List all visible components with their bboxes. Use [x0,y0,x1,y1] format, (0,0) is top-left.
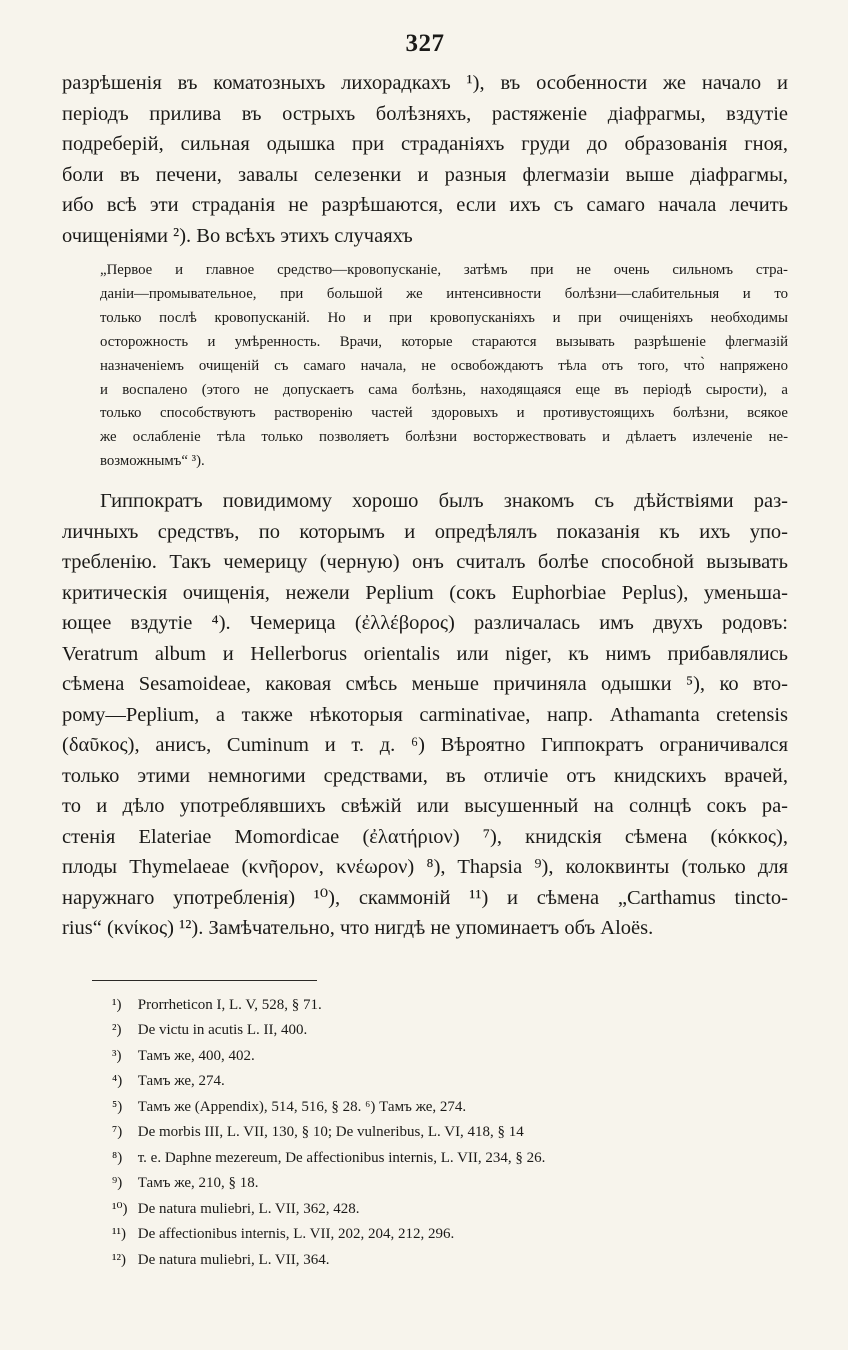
quote-line: назначеніемъ очищеній съ самаго начала, не освобождаютъ тѣла отъ того, что̀ напряжено [100,357,788,374]
quote-line: и воспалено (этого не допускаетъ сама болѣзнь, находящаяся еще въ періодѣ сырости), а [100,381,788,398]
text-line: боли въ печени, завалы селезенки и разныя флегмазіи выше діафрагмы, [62,163,788,186]
footnote [112,1171,788,1197]
text-line: Veratrum album и Hellerborus orientalis или niger, къ нимъ прибавлялись [62,642,788,665]
footnote-mark: ⁷) [112,1124,123,1141]
footnote-text: Prorrheticon I, L. V, 528, § 71. [137,996,322,1013]
quote-line: только послѣ кровопусканій. Но и при кровопусканіяхъ и при очищеніяхъ необходимы [100,309,788,326]
page-number: 327 [405,30,445,57]
footnote-mark: ⁸) [112,1149,123,1166]
text-line: плоды Thymelaeae (κνῆορον, κνέωρον) ⁸), Thapsia ⁹), колоквинты (только для [62,856,788,879]
footnote-mark: ¹) [112,996,122,1013]
text-line: то и дѣло употреблявшихъ свѣжій или высушенный на солнцѣ сокъ ра- [62,795,788,818]
text-line: личныхъ средствъ, по которымъ и опредѣлялъ показанія къ ихъ упо- [62,520,788,543]
footnote-text: Тамъ же, 400, 402. [137,1047,255,1064]
text-line: рому—Peplium, а также нѣкоторыя carminativae, напр. Athamanta cretensis [62,703,788,726]
text-line: (δαῦκος), анисъ, Cuminum и т. д. ⁶) Вѣроятно Гиппократъ ограничивался [62,734,788,757]
footnote [112,1069,788,1095]
text-line: сѣмена Sesamoideae, каковая смѣсь меньше причиняла одышки ⁵), ко вто- [62,673,788,696]
footnote [112,1146,788,1172]
footnote [112,993,788,1019]
footnote-divider [92,980,317,981]
quote-line: „Первое и главное средство—кровопусканіе, затѣмъ при не очень сильномъ стра- [100,262,788,278]
text-line: ющее вздутіе ⁴). Чемерица (ἐλλέβορος) различалась имъ двухъ родовъ: [62,612,788,635]
text-line: требленію. Такъ чемерицу (черную) онъ считалъ болѣе способной вызывать [62,551,788,574]
footnote-text: De natura muliebri, L. VII, 364. [137,1251,330,1268]
text-line: подреберій, сильная одышка при страданіяхъ груди до образованія гноя, [62,133,788,155]
quote-line: осторожность и умѣренность. Врачи, которые стараются вызывать разрѣшеніе флегмазій [100,333,788,350]
footnote-mark: ¹⁰) [112,1200,128,1217]
footnote-mark: ¹²) [112,1251,126,1268]
footnote-text: De victu in acutis L. II, 400. [137,1022,308,1039]
footnote-mark: ⁹) [112,1175,123,1192]
footnote [112,1120,788,1146]
footnote [112,1222,788,1248]
text-line: стенія Elateriae Momordicae (ἐλατήριον) ⁷), книдскія сѣмена (κόκκος), [62,825,788,848]
text-line: наружнаго употребленія) ¹⁰), скаммоній ¹¹) и сѣмена „Carthamus tincto- [62,886,788,909]
quote-line: только способствуютъ растворенію частей здоровыхъ и противустоящихъ болѣзни, всякое [100,405,788,422]
footnote [112,1197,788,1223]
quote-line: даніи—промывательное, при большой же интенсивности болѣзни—слабительныя и то [100,285,788,302]
quote-line: возможнымъ“ ³). [100,453,205,470]
footnote [112,1018,788,1044]
text-line: только этими немногими средствами, въ отличіе отъ книдскихъ врачей, [62,764,788,787]
footnote-mark: ⁴) [112,1073,123,1090]
footnote-text: Тамъ же (Appendix), 514, 516, § 28. ⁶) Тамъ же, 274. [137,1098,467,1115]
footnote-text: De affectionibus internis, L. VII, 202, 204, 212, 296. [137,1226,455,1243]
footnote-mark: ³) [112,1047,122,1064]
text-line: Гиппократъ повидимому хорошо былъ знакомъ съ дѣйствіями раз- [100,490,788,513]
footnote-text: т. е. Daphne mezereum, De affectionibus internis, L. VII, 234, § 26. [137,1149,546,1166]
paragraph-2 [62,486,788,944]
text-line: ибо всѣ эти страданія не разрѣшаются, если ихъ съ самаго начала лечить [62,194,788,216]
text-line: rius“ (κνίκος) ¹²). Замѣчательно, что нигдѣ не упоминаетъ объ Aloës. [62,917,654,940]
footnote-text: De natura muliebri, L. VII, 362, 428. [137,1200,360,1217]
footnote-mark: ¹¹) [112,1226,126,1243]
footnote-mark: ²) [112,1022,122,1039]
footnote-text: Тамъ же, 274. [137,1073,225,1090]
footnote [112,1095,788,1121]
quote-line: же ослабленіе тѣла только позволяетъ болѣзни восторжествовать и дѣлаетъ излеченіе не- [100,429,788,446]
footnotes [62,993,788,1274]
footnote-text: Тамъ же, 210, § 18. [137,1175,259,1192]
footnote-mark: ⁵) [112,1098,123,1115]
text-line: очищеніями ²). Во всѣхъ этихъ случаяхъ [62,224,413,247]
footnote-text: De morbis III, L. VII, 130, § 10; De vulneribus, L. VI, 418, § 14 [137,1124,524,1141]
text-line: критическія очищенія, нежели Peplium (сокъ Euphorbiae Peplus), уменьша- [62,581,788,604]
paragraph-1 [62,68,788,251]
text-line: разрѣшенія въ коматозныхъ лихорадкахъ ¹), въ особенности же начало и [62,72,788,94]
block-quote [62,259,788,474]
footnote [112,1248,788,1274]
text-line: періодъ прилива въ острыхъ болѣзняхъ, растяженіе діафрагмы, вздутіе [62,102,788,125]
footnote [112,1044,788,1070]
